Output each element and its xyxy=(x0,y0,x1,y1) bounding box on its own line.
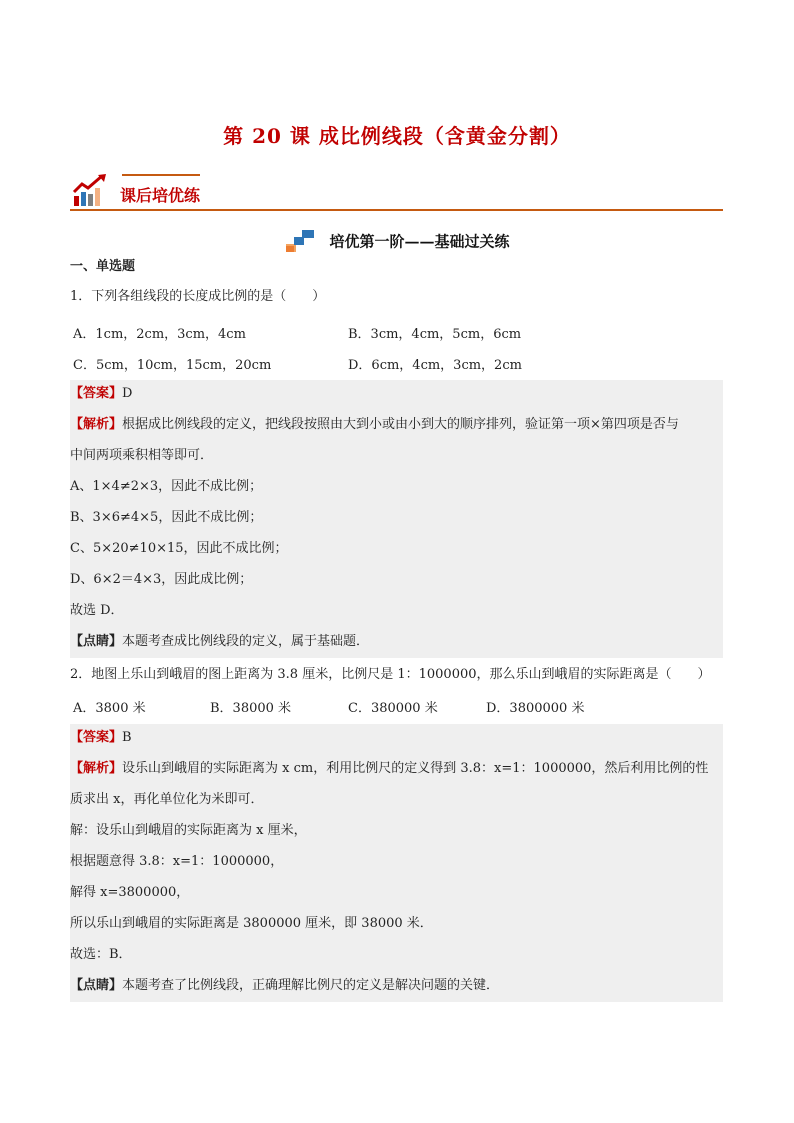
q2-answer: B xyxy=(122,730,132,745)
q2-comment-line xyxy=(70,976,499,996)
q1-step-d: D、6×2＝4×3，因此成比例； xyxy=(70,572,253,587)
growth-chart-icon xyxy=(72,174,108,208)
answer-tag: 【答案】 xyxy=(70,730,123,745)
stairs-icon xyxy=(284,228,318,254)
q2-solution-3: 解得 x=3800000， xyxy=(70,885,190,900)
q1-option-a: A．1cm，2cm，3cm，4cm xyxy=(73,327,246,342)
q2-solution-2: 根据题意得 3.8：x=1：1000000， xyxy=(70,854,284,869)
q1-answer: D xyxy=(122,386,133,401)
q2-option-b: B．38000 米 xyxy=(210,701,292,716)
question-1-stem: 1．下列各组线段的长度成比例的是（ ） xyxy=(70,289,326,304)
q1-step-c: C、5×20≠10×15，因此不成比例； xyxy=(70,541,288,556)
q1-option-d: D．6cm，4cm，3cm，2cm xyxy=(348,358,522,373)
q2-option-c: C．380000 米 xyxy=(348,701,438,716)
header-accent-line xyxy=(122,174,200,176)
answer-tag: 【答案】 xyxy=(70,386,123,401)
q1-choose: 故选 D． xyxy=(70,603,124,618)
analysis-tag: 【解析】 xyxy=(70,417,123,432)
q2-solution-4: 所以乐山到峨眉的实际距离是 3800000 厘米，即 38000 米． xyxy=(70,916,433,931)
q2-answer-line xyxy=(70,728,132,748)
q1-step-b: B、3×6≠4×5，因此不成比例； xyxy=(70,510,263,525)
q2-analysis-cont: 质求出 x，再化单位化为米即可． xyxy=(70,792,264,807)
page-title: 第 20 课 成比例线段（含黄金分割） xyxy=(223,124,571,148)
analysis-tag: 【解析】 xyxy=(70,761,123,776)
q1-analysis-cont: 中间两项乘积相等即可． xyxy=(70,448,214,463)
q1-comment-line xyxy=(70,632,369,652)
q2-option-a: A．3800 米 xyxy=(73,701,146,716)
question-2-stem: 2．地图上乐山到峨眉的图上距离为 3.8 厘米，比例尺是 1：1000000，那么乐山到峨眉的实际距离是（ ） xyxy=(70,667,711,682)
q1-option-c: C．5cm，10cm，15cm，20cm xyxy=(73,358,272,373)
q2-analysis-text: 设乐山到峨眉的实际距离为 x cm，利用比例尺的定义得到 3.8：x=1：1000000，然后利用比例的性 xyxy=(122,761,709,776)
q2-choose: 故选：B． xyxy=(70,947,132,962)
q1-answer-line xyxy=(70,384,132,404)
q2-option-d: D．3800000 米 xyxy=(486,701,585,716)
subsection-title: 培优第一阶——基础过关练 xyxy=(329,232,510,251)
q2-analysis-line xyxy=(70,759,708,779)
q2-solution-1: 解：设乐山到峨眉的实际距离为 x 厘米， xyxy=(70,823,307,838)
q2-comment: 本题考查了比例线段，正确理解比例尺的定义是解决问题的关键． xyxy=(122,978,500,993)
q1-option-b: B．3cm，4cm，5cm，6cm xyxy=(348,327,522,342)
comment-tag: 【点睛】 xyxy=(70,634,123,649)
section-header xyxy=(70,170,723,212)
q1-analysis-line xyxy=(70,415,679,435)
q1-analysis-text: 根据成比例线段的定义，把线段按照由大到小或由小到大的顺序排列，验证第一项×第四项是否与 xyxy=(122,417,679,432)
subsection-heading xyxy=(0,228,794,254)
header-divider xyxy=(70,209,723,211)
q1-comment: 本题考查成比例线段的定义，属于基础题． xyxy=(122,634,370,649)
comment-tag: 【点睛】 xyxy=(70,978,123,993)
part-heading: 一、单选题 xyxy=(70,259,136,274)
q1-step-a: A、1×4≠2×3，因此不成比例； xyxy=(70,479,263,494)
section-label: 课后培优练 xyxy=(120,186,201,205)
